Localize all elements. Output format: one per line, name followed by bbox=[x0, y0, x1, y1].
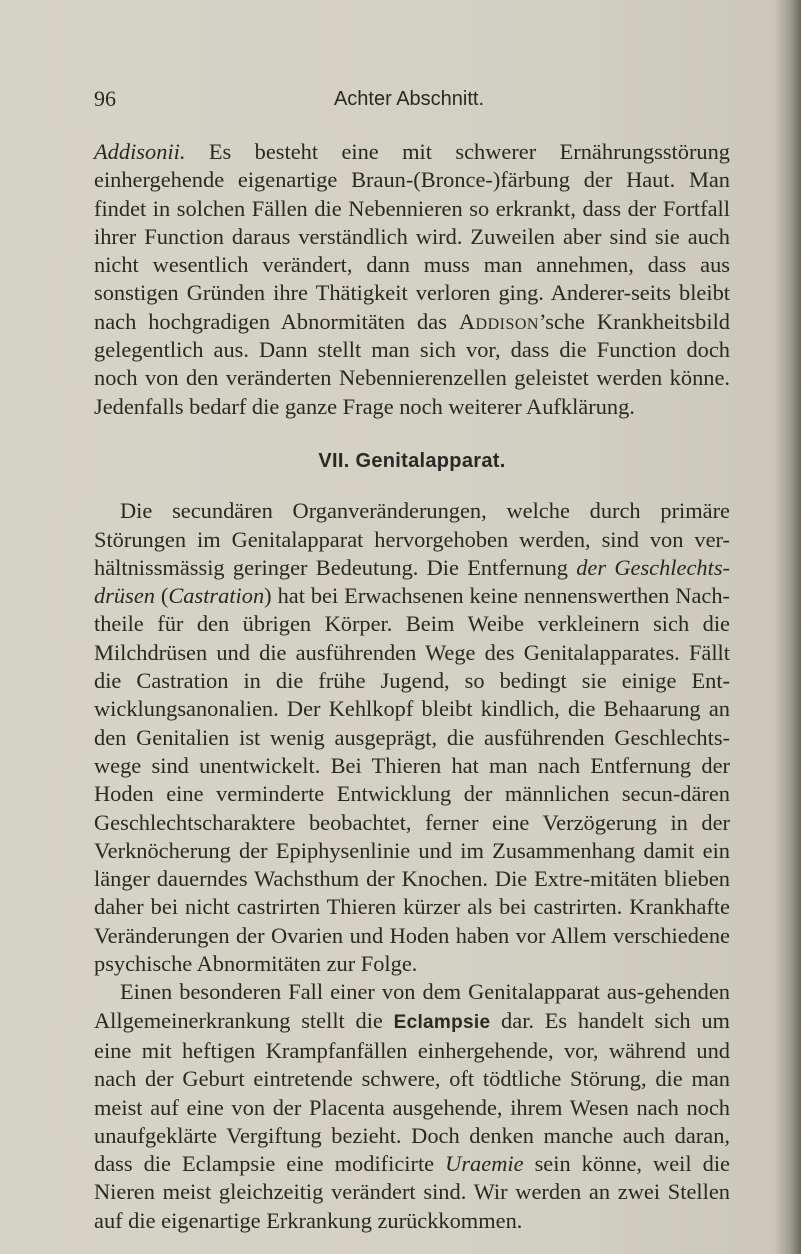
running-title: Achter Abschnitt. bbox=[333, 88, 485, 110]
italic-term: Castration bbox=[168, 583, 265, 609]
paragraph-genital-changes: Die secundären Organveränderungen, welche durch primäre Störungen im Genitalapparat hervorgehoben werden, sind von ver-hältnissmässig geringer Bedeutung. Die Entfernung der Geschlechts-drüsen (Castration) hat bei Erwachsenen keine nennenswerthen Nach-theile für den übrigen Körper. Beim Weibe verkleinern sich die Milchdrüsen und die ausführenden Wege des Genitalapparates. Fällt die Castration in die frühe Jugend, so bedingt sie einige Ent-wicklungsanonalien. Der Kehlkopf bleibt kindlich, die Behaarung an den Genitalien ist wenig ausgeprägt, die ausführenden Geschlechts-wege sind unentwickelt. Bei Thieren hat man nach Entfernung der Hoden eine verminderte Entwicklung der männlichen secun-dären Geschlechtscharaktere beobachtet, ferner eine Verzögerung in der Verknöcherung der Epiphysenlinie und im Zusammenhang damit ein länger dauerndes Wachsthum der Knochen. Die Extre-mitäten blieben daher bei nicht castrirten Thieren kürzer als bei castrirten. Krankhafte Veränderungen der Ovarien und Hoden haben vor Allem verschiedene psychische Abnormitäten zur Folge. bbox=[94, 498, 730, 977]
paragraph-eclampsie: Einen besonderen Fall einer von dem Genitalapparat aus-gehenden Allgemeinerkrankung stellt die Eclampsie dar. Es handelt sich um eine mit heftigen Krampfanfällen einhergehende, vor, während und nach der Geburt eintretende schwere, oft tödtliche Störung, die man meist auf eine von der Placenta ausgehende, ihrem Wesen nach noch unaufgeklärte Vergiftung bezieht. Doch denken manche auch daran, dass die Eclampsie eine modificirte Uraemie sein könne, weil die Nieren meist gleichzeitig verändert sind. Wir werden an zwei Stellen auf die eigenartige Erkrankung zurückkommen. bbox=[94, 979, 730, 1233]
body-text bbox=[94, 138, 730, 1235]
page-header bbox=[94, 84, 724, 114]
italic-term: der Geschlechts-drüsen bbox=[94, 554, 730, 609]
section-heading: VII. Genitalapparat. bbox=[318, 449, 506, 472]
italic-term: Uraemie bbox=[445, 1151, 524, 1177]
bold-term: Eclampsie bbox=[393, 1011, 491, 1033]
small-caps-name: Addison bbox=[458, 308, 539, 334]
italic-term: Addisonii. bbox=[94, 139, 186, 164]
paragraph-addison: Addisonii. Es besteht eine mit schwerer Ernährungsstörung einhergehende eigenartige Braun-(Bronce-)färbung der Haut. Man findet in solchen Fällen die Nebennieren so erkrankt, dass der Fortfall ihrer Function daraus verständlich wird. Zuweilen aber sind sie auch nicht wesentlich verändert, dann muss man annehmen, dass aus sonstigen Gründen ihre Thätigkeit verloren ging. Anderer-seits bleibt nach hochgradigen Abnormitäten das Addison’sche Krankheitsbild gelegentlich aus. Dann stellt man sich vor, dass die Function doch noch von den veränderten Nebennierenzellen geleistet werden könne. Jedenfalls bedarf die ganze Frage noch weiterer Aufklärung. bbox=[94, 139, 730, 419]
page-edge-shadow bbox=[775, 0, 801, 1254]
page-number: 96 bbox=[94, 86, 116, 111]
